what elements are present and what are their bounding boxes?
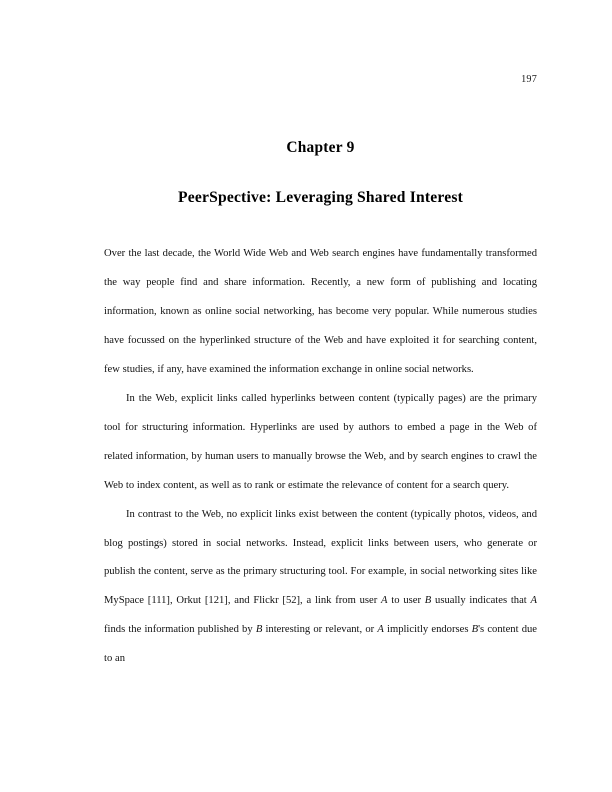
math-variable: B <box>471 624 479 636</box>
paragraph-1: Over the last decade, the World Wide Web and Web search engines have fundamentally transformed the way people find and share information. Recently, a new form of publishing and locating information, known as online social networking, has become very popular. While numerous studies have focussed on the hyperlinked structure of the Web and have exploited it for searching content, few studies, if any, have examined the information exchange in online social networks. <box>104 248 537 375</box>
math-variable: A <box>530 595 537 607</box>
math-variable: B <box>424 595 432 607</box>
paragraph-3: In contrast to the Web, no explicit links exist between the content (typically photos, videos, and blog postings) stored in social networks. Instead, explicit links between users, who generate or publish the content, serve as the primary structuring tool. For example, in social networking sites like MySpace [111], Orkut [121], and Flickr [52], a link from user A to user B usually indicates that A finds the information published by B interesting or relevant, or A implicitly endorses B's content due to an <box>104 508 537 665</box>
paragraph-2: In the Web, explicit links called hyperlinks between content (typically pages) are the primary tool for structuring information. Hyperlinks are used by authors to embed a page in the Web of related information, by human users to manually browse the Web, and by search engines to crawl the Web to index content, as well as to rank or estimate the relevance of content for a search query. <box>104 392 537 491</box>
chapter-number-heading: Chapter 9 <box>286 139 355 156</box>
chapter-title-heading: PeerSpective: Leveraging Shared Interest <box>177 189 464 206</box>
page-number: 197 <box>521 74 537 85</box>
math-variable: B <box>255 624 263 636</box>
body-text-block <box>104 240 537 674</box>
math-variable: A <box>377 624 384 636</box>
math-variable: A <box>381 595 388 607</box>
